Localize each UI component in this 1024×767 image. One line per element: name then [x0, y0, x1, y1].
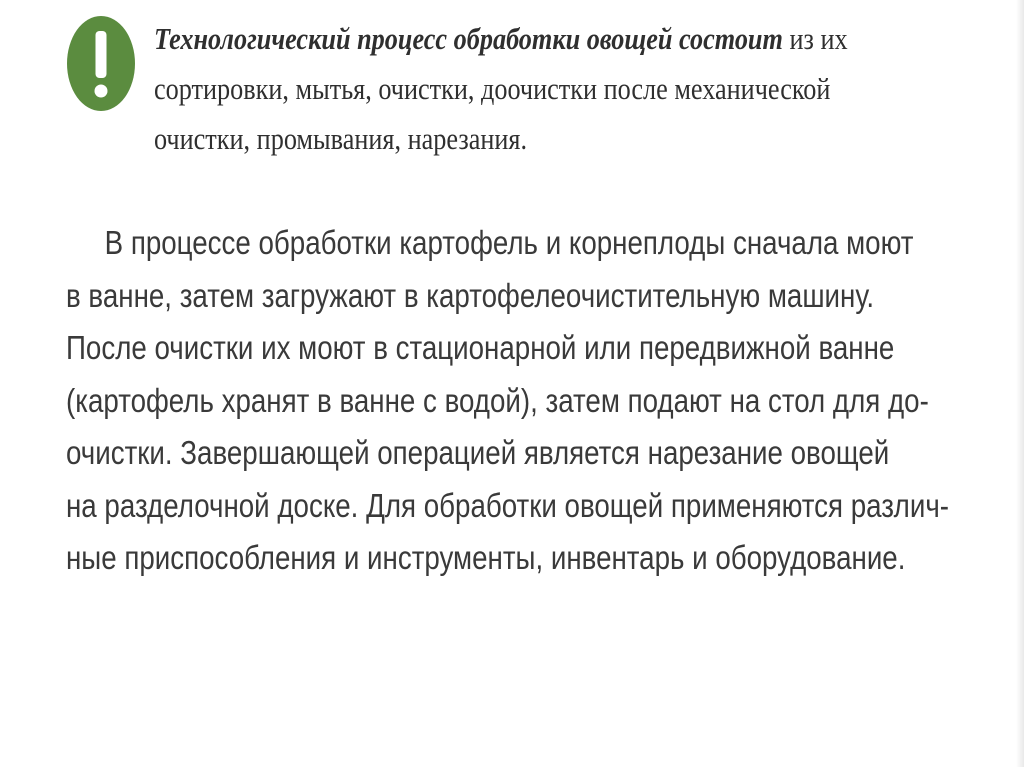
paragraph-line: В процессе обработки картофель и корнеплоды сначала моют — [104, 224, 914, 261]
paragraph-line: в ванне, затем загружают в картофелеочистительную машину. — [66, 276, 875, 314]
slide-edge-shadow — [1016, 0, 1024, 767]
paragraph-line: ные приспособления и инструменты, инвентарь и оборудование. — [66, 539, 906, 576]
note-line-3: очистки, промывания, нарезания. — [154, 122, 528, 156]
note-emphasis: Технологический процесс обработки овощей состоит — [154, 22, 783, 56]
paragraph-line: очистки. Завершающей операцией является нарезание овощей — [66, 434, 890, 471]
exclamation-icon — [66, 15, 136, 112]
paragraph-line: (картофель хранят в ванне с водой), затем подают на стол для до- — [66, 381, 929, 419]
paragraph-line: После очистки их моют в стационарной или передвижной ванне — [66, 329, 895, 366]
note-line-2: сортировки, мытья, очистки, доочистки после механической — [154, 72, 831, 106]
note-line-1-rest: из их — [782, 22, 848, 56]
note-text — [154, 14, 868, 164]
note-line-1 — [154, 14, 868, 64]
paragraph-line: на разделочной доске. Для обработки овощей применяются различ- — [66, 486, 949, 524]
body-paragraph — [66, 217, 949, 585]
